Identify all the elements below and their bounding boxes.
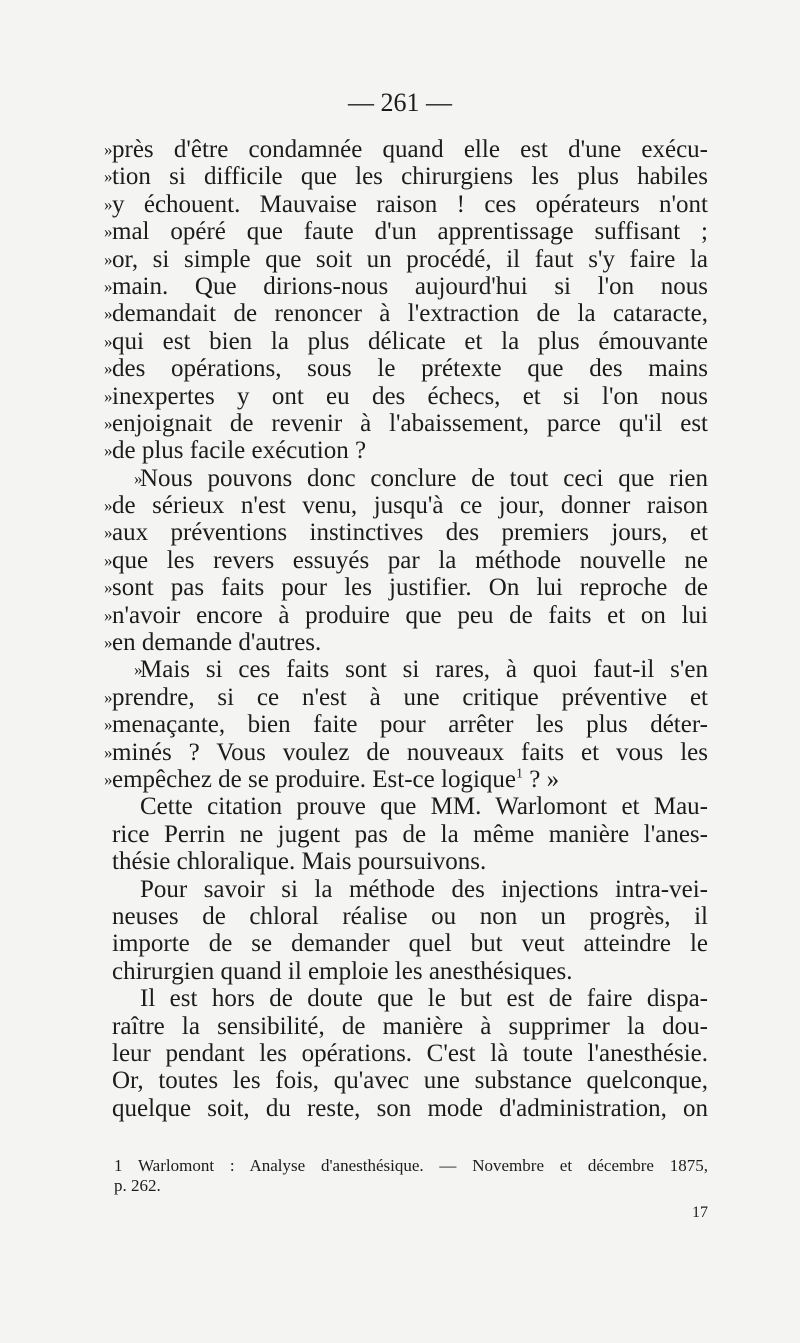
line-text: prendre, si ce n'est à une critique préventive et: [112, 683, 708, 711]
line-text: importe de se demander quel but veut atteindre le: [112, 930, 708, 958]
text-line: [104, 300, 708, 328]
text-line: [104, 765, 708, 793]
quote-mark: »: [104, 386, 113, 406]
line-text: raître la sensibilité, de manière à supprimer la dou-: [112, 1012, 708, 1040]
text-line: [104, 382, 708, 410]
text-line: [104, 629, 708, 657]
body-text: [104, 136, 708, 1122]
footnote: [114, 1156, 708, 1196]
text-line: [104, 437, 708, 465]
text-line: [112, 656, 708, 683]
text-line: [104, 245, 708, 273]
text-line: [112, 1095, 708, 1122]
line-text: y échouent. Mauvaise raison ! ces opérateurs n'ont: [112, 190, 708, 218]
text-line: [112, 848, 708, 875]
quote-mark: »: [104, 304, 113, 324]
line-text: Nous pouvons donc conclure de tout ceci que rien: [140, 464, 708, 492]
text-line: [104, 738, 708, 766]
line-text: enjoignait de revenir à l'abaissement, parce qu'il est: [112, 409, 708, 437]
quote-mark: »: [104, 441, 113, 461]
line-text: de sérieux n'est venu, jusqu'à ce jour, donner raison: [112, 492, 708, 520]
quote-mark: »: [104, 359, 113, 379]
line-text: Il est hors de doute que le but est de faire dispa-: [140, 985, 708, 1013]
text-line: [104, 272, 708, 300]
quote-mark: »: [104, 742, 113, 762]
quote-mark: »: [104, 715, 113, 735]
line-text: leur pendant les opérations. C'est là toute l'anesthésie.: [112, 1039, 708, 1067]
quote-mark: »: [134, 468, 143, 488]
text-line: [112, 985, 708, 1012]
text-line: [112, 930, 708, 957]
line-text: or, si simple que soit un procédé, il faut s'y faire la: [112, 245, 708, 273]
line-text: Mais si ces faits sont si rares, à quoi faut-il s'en: [140, 656, 708, 684]
line-text: n'avoir encore à produire que peu de faits et on lui: [112, 601, 708, 629]
line-text: en demande d'autres.: [112, 629, 322, 657]
text-line: [104, 519, 708, 547]
line-text: rice Perrin ne jugent pas de la même manière l'anes-: [112, 820, 708, 848]
line-text: Pour savoir si la méthode des injections intra-vei-: [140, 875, 708, 903]
quote-mark: »: [104, 605, 113, 625]
text-line: [104, 190, 708, 218]
line-text: qui est bien la plus délicate et la plus émouvante: [112, 327, 708, 355]
line-text: Or, toutes les fois, qu'avec une substance quelconque,: [112, 1067, 708, 1095]
quote-mark: »: [104, 523, 113, 543]
text-line: [112, 1067, 708, 1094]
text-line: [104, 136, 708, 163]
quote-mark: »: [104, 769, 113, 789]
quote-mark: »: [104, 194, 113, 214]
quote-mark: »: [104, 633, 113, 653]
line-text: de plus facile exécution ?: [112, 437, 367, 465]
line-text: menaçante, bien faite pour arrêter les plus déter-: [112, 711, 708, 739]
text-line: [104, 492, 708, 520]
text-line: [112, 903, 708, 930]
quote-mark: »: [104, 276, 113, 296]
quote-mark: »: [104, 496, 113, 516]
line-text: inexpertes y ont eu des échecs, et si l'on nous: [112, 382, 708, 410]
quote-mark: »: [104, 249, 113, 269]
quote-mark: »: [104, 331, 113, 351]
line-text: minés ? Vous voulez de nouveaux faits et vous les: [112, 738, 708, 766]
text-line: [112, 793, 708, 820]
text-line: [104, 355, 708, 383]
text-line: [112, 1013, 708, 1040]
line-text: main. Que dirions-nous aujourd'hui si l'on nous: [112, 272, 708, 300]
line-text: Cette citation prouve que MM. Warlomont et Mau-: [140, 793, 708, 821]
page-number: — 261 —: [348, 88, 452, 117]
quote-mark: »: [104, 550, 113, 570]
line-text: mal opéré que faute d'un apprentissage suffisant ;: [112, 218, 708, 246]
quote-mark: »: [104, 140, 113, 159]
text-line: [104, 409, 708, 437]
line-text: chirurgien quand il emploie les anesthésiques.: [112, 957, 573, 985]
text-line: [104, 574, 708, 602]
text-line: [104, 163, 708, 191]
footnote-line: 1 Warlomont : Analyse d'anesthésique. — Novembre et décembre 1875,: [114, 1156, 708, 1175]
line-text: aux préventions instinctives des premiers jours, et: [112, 519, 708, 547]
quote-mark: »: [104, 167, 113, 187]
quote-mark: »: [104, 222, 113, 242]
line-text: près d'être condamnée quand elle est d'une exécu-: [112, 136, 708, 163]
line-text: quelque soit, du reste, son mode d'administration, on: [112, 1094, 708, 1122]
text-line: [104, 327, 708, 355]
text-line: [104, 711, 708, 739]
line-text: des opérations, sous le prétexte que des mains: [112, 355, 708, 383]
line-text: empêchez de se produire. Est-ce logique: [112, 765, 516, 793]
text-line: [104, 546, 708, 574]
footnote-line: p. 262.: [114, 1176, 161, 1195]
line-text: sont pas faits pour les justifier. On lui reproche de: [112, 574, 708, 602]
line-text: tion si difficile que les chirurgiens les plus habiles: [112, 163, 708, 191]
quote-mark: »: [104, 413, 113, 433]
quote-mark: »: [104, 578, 113, 598]
quote-mark: »: [134, 660, 143, 680]
footnote-ref: 1: [516, 766, 523, 782]
line-text: thésie chloralique. Mais poursuivons.: [112, 848, 487, 876]
text-line: [112, 465, 708, 492]
text-line: [112, 876, 708, 903]
line-text: neuses de chloral réalise ou non un progrès, il: [112, 902, 708, 930]
text-line: [112, 821, 708, 848]
text-line: [104, 683, 708, 711]
text-line: [104, 218, 708, 246]
line-text: demandait de renoncer à l'extraction de la cataracte,: [112, 300, 708, 328]
text-line: [104, 601, 708, 629]
line-text: que les revers essuyés par la méthode nouvelle ne: [112, 546, 708, 574]
printer-signature: 17: [692, 1204, 708, 1221]
quote-mark: »: [104, 687, 113, 707]
text-line: [112, 1040, 708, 1067]
line-tail: ? »: [523, 765, 560, 793]
text-line: [112, 958, 708, 985]
